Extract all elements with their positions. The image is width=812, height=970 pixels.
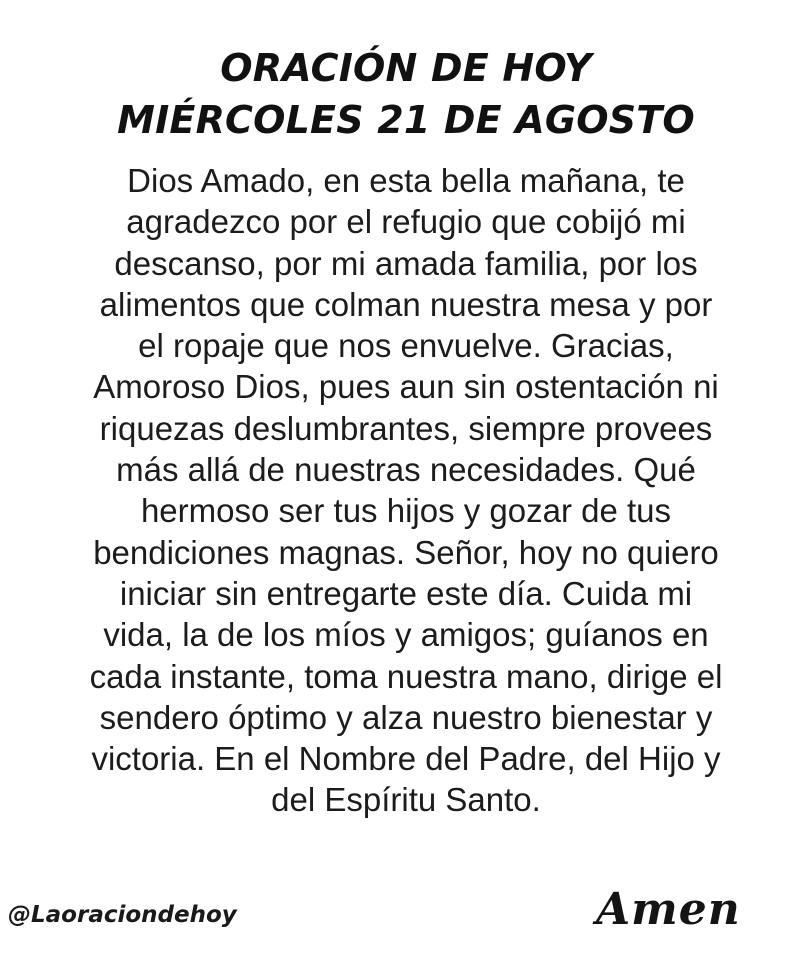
amen-signature: Amen <box>596 884 741 935</box>
prayer-line: iniciar sin entregarte este día. Cuida mi <box>119 574 693 612</box>
prayer-line: agradezco por el refugio que cobijó mi <box>126 203 686 241</box>
prayer-line: Dios Amado, en esta bella mañana, te <box>127 162 685 199</box>
prayer-line: Amoroso Dios, pues aun sin ostentación ni <box>93 368 719 406</box>
prayer-line: del Espíritu Santo. <box>271 781 541 819</box>
prayer-line: sendero óptimo y alza nuestro bienestar y <box>99 698 713 736</box>
prayer-text <box>0 160 812 821</box>
prayer-line: cada instante, toma nuestra mano, dirige el <box>89 657 723 695</box>
prayer-line: el ropaje que nos envuelve. Gracias, <box>138 327 674 365</box>
prayer-line: alimentos que colman nuestra mesa y por <box>99 285 713 323</box>
prayer-line: hermoso ser tus hijos y gozar de tus <box>140 492 672 530</box>
prayer-line: riquezas deslumbrantes, siempre provees <box>99 409 713 447</box>
prayer-line: vida, la de los míos y amigos; guíanos en <box>103 616 709 654</box>
prayer-line: descanso, por mi amada familia, por los <box>114 244 698 282</box>
prayer-line: victoria. En el Nombre del Padre, del Hijo y <box>91 740 721 778</box>
prayer-line: más allá de nuestras necesidades. Qué <box>116 451 696 489</box>
social-handle: @Laoraciondehoy <box>8 902 237 928</box>
title-line-2: MIÉRCOLES 21 DE AGOSTO <box>117 98 695 142</box>
prayer-line: bendiciones magnas. Señor, hoy no quiero <box>93 533 719 571</box>
title-line-1: ORACIÓN DE HOY <box>220 46 592 90</box>
